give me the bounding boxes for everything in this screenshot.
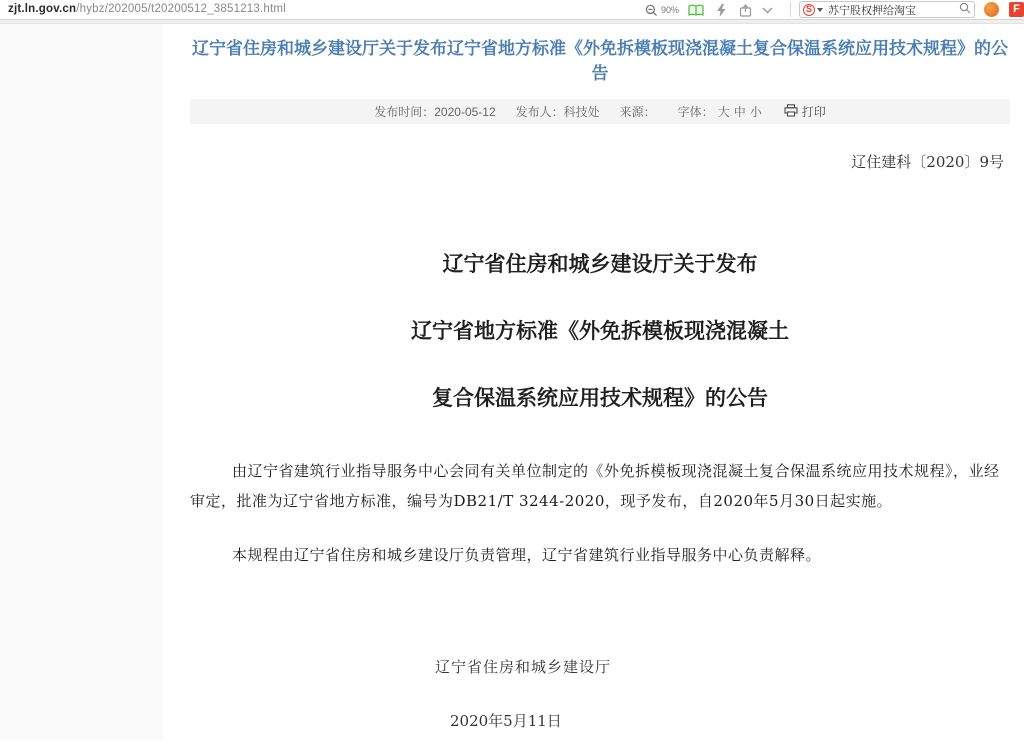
font-size-label: 字体： — [677, 105, 714, 119]
font-size-medium-button[interactable]: 中 — [733, 105, 746, 119]
search-icon[interactable] — [959, 1, 971, 19]
print-label: 打印 — [801, 105, 826, 119]
share-icon[interactable] — [739, 1, 752, 19]
page-left-gutter — [0, 24, 163, 740]
page-title: 辽宁省住房和城乡建设厅关于发布辽宁省地方标准《外免拆模板现浇混凝土复合保温系统应用技术规程》的公告 — [192, 39, 1008, 83]
zoom-control[interactable] — [645, 1, 679, 19]
signature-date: 2020年5月11日 — [450, 712, 562, 730]
toolbar-separator — [790, 2, 791, 17]
orange-extension-icon[interactable] — [984, 2, 999, 17]
printer-icon — [784, 104, 798, 120]
zoom-level-label: 90% — [661, 5, 680, 15]
font-size-small-button[interactable]: 小 — [749, 105, 762, 119]
search-engine-logo[interactable]: S — [803, 4, 815, 16]
article-meta-bar — [190, 99, 1010, 124]
document-number: 辽住建科〔2020〕9号 — [851, 153, 1004, 171]
heading-line-2: 辽宁省地方标准《外免拆模板现浇混凝土 — [411, 320, 789, 343]
body-paragraph-2: 本规程由辽宁省住房和城乡建设厅负责管理，辽宁省建筑行业指导服务中心负责解释。 — [232, 546, 822, 564]
zoom-out-icon[interactable] — [645, 4, 658, 17]
search-engine-dropdown-icon[interactable] — [817, 8, 823, 12]
chevron-down-icon[interactable] — [762, 1, 773, 19]
reader-mode-book-icon[interactable] — [688, 1, 704, 19]
publisher: 发布人：科技处 — [515, 105, 600, 119]
signature-agency: 辽宁省住房和城乡建设厅 — [435, 658, 612, 676]
announcement-heading — [190, 248, 1010, 412]
browser-search-box[interactable] — [799, 1, 975, 18]
search-query-text[interactable]: 苏宁股权押给淘宝 — [828, 4, 916, 17]
font-size-large-button[interactable]: 大 — [717, 105, 730, 119]
url-display[interactable] — [8, 3, 286, 15]
browser-address-bar — [0, 0, 1024, 20]
body-paragraph-1: 由辽宁省建筑行业指导服务中心会同有关单位制定的《外免拆模板现浇混凝土复合保温系统应用技术规程》，业经审定，批准为辽宁省地方标准，编号为DB21/T 3244-2020，现予发布，自2020年5月30日起实施。 — [190, 462, 1000, 510]
url-path: /hybz/202005/t20200512_3851213.html — [76, 3, 286, 15]
source: 来源： — [619, 105, 656, 119]
print-button[interactable] — [784, 103, 826, 120]
webpage-viewport — [0, 24, 1024, 740]
publish-time: 发布时间：2020-05-12 — [374, 105, 496, 119]
red-f-extension-icon[interactable]: F — [1009, 2, 1024, 17]
url-host: zjt.ln.gov.cn — [8, 3, 77, 15]
font-size-switch — [676, 103, 764, 120]
heading-line-3: 复合保温系统应用技术规程》的公告 — [432, 387, 768, 410]
article-area — [163, 24, 1024, 740]
heading-line-1: 辽宁省住房和城乡建设厅关于发布 — [442, 253, 758, 276]
lightning-icon[interactable] — [717, 1, 726, 19]
